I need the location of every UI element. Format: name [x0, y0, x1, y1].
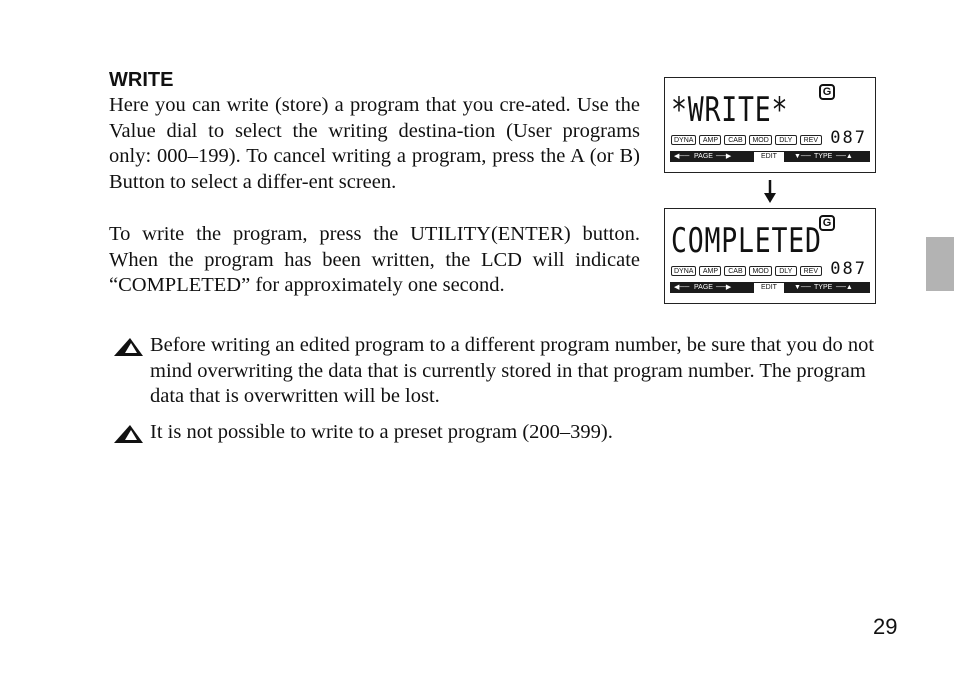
paragraph-write-intro: Here you can write (store) a program that you cre-ated. Use the Value dial to select the writing destina-tion (User programs only: 000–199). To cancel writing a program, press the A (or B) Button to select a differ-ent screen. — [109, 94, 640, 193]
lcd-program-number: 087 — [830, 128, 867, 148]
module-amp: AMP — [699, 266, 721, 276]
lcd-function-bar — [670, 282, 870, 293]
module-cab: CAB — [724, 135, 746, 145]
type-label: TYPE — [814, 153, 833, 160]
right-arrow-icon: ──▶ — [716, 153, 732, 160]
module-dyna: DYNA — [671, 266, 696, 276]
section-heading: WRITE — [109, 69, 174, 91]
module-indicators — [671, 135, 822, 145]
section-tab-marker — [926, 237, 954, 291]
module-indicators — [671, 266, 822, 276]
left-arrow-icon: ◀── — [674, 284, 690, 291]
module-rev: REV — [800, 135, 822, 145]
lcd-function-bar — [670, 151, 870, 162]
module-mod: MOD — [749, 266, 771, 276]
module-rev: REV — [800, 266, 822, 276]
arrow-down-icon — [763, 180, 777, 204]
caution-note — [113, 333, 881, 410]
module-mod: MOD — [749, 135, 771, 145]
caution-icon — [113, 424, 144, 444]
caution-note — [113, 420, 881, 446]
module-dly: DLY — [775, 135, 797, 145]
guitar-mode-badge: G — [819, 84, 835, 100]
lcd-main-text: *WRITE* — [671, 90, 789, 130]
up-arrow-icon: ──▲ — [836, 284, 853, 291]
down-arrow-icon: ▼── — [794, 153, 811, 160]
edit-label: EDIT — [754, 152, 784, 162]
type-label: TYPE — [814, 284, 833, 291]
page-number: 29 — [873, 614, 898, 639]
down-arrow-icon: ▼── — [794, 284, 811, 291]
right-arrow-icon: ──▶ — [716, 284, 732, 291]
lcd-main-text: COMPLETED — [671, 221, 822, 261]
module-dly: DLY — [775, 266, 797, 276]
module-cab: CAB — [724, 266, 746, 276]
left-arrow-icon: ◀── — [674, 153, 690, 160]
module-dyna: DYNA — [671, 135, 696, 145]
page-label: PAGE — [694, 153, 713, 160]
lcd-display-completed — [664, 208, 876, 304]
module-amp: AMP — [699, 135, 721, 145]
page-label: PAGE — [694, 284, 713, 291]
lcd-program-number: 087 — [830, 259, 867, 279]
paragraph-write-procedure: To write the program, press the UTILITY(ENTER) button. When the program has been written, the LCD will indicate “COMPLETED” for approximately one second. — [109, 223, 640, 297]
note-text: It is not possible to write to a preset program (200–399). — [150, 421, 613, 443]
caution-icon — [113, 337, 144, 357]
up-arrow-icon: ──▲ — [836, 153, 853, 160]
guitar-mode-badge: G — [819, 215, 835, 231]
lcd-display-write — [664, 77, 876, 173]
edit-label: EDIT — [754, 283, 784, 293]
note-text: Before writing an edited program to a different program number, be sure that you do not mind overwriting the data that is currently stored in that program number. The program data that is overwritten will be lost. — [150, 334, 875, 408]
